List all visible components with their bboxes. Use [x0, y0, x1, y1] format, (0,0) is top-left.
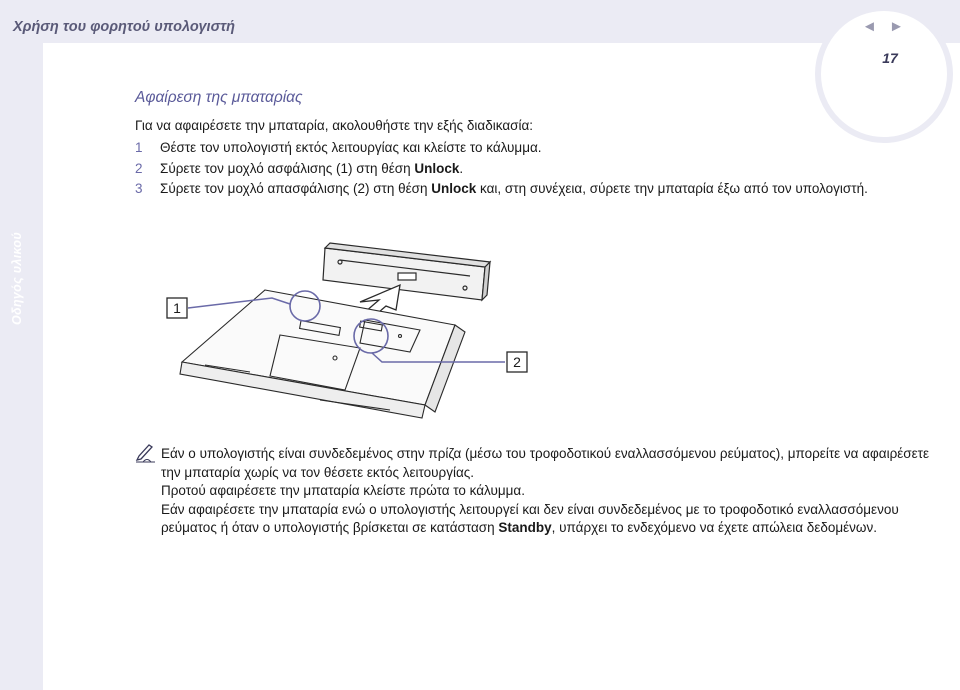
step-3 [135, 179, 925, 200]
note-paragraph [161, 501, 941, 538]
laptop-underside [180, 290, 465, 418]
step-text-part: Σύρετε τον μοχλό απασφάλισης (2) στη θέση [160, 181, 432, 196]
steps-list [135, 138, 925, 200]
step-number: 1 [135, 140, 143, 155]
note-paragraph: Προτού αφαιρέσετε την μπαταρία κλείστε πρώτα το κάλυμμα. [161, 483, 525, 498]
sidebar-band [0, 43, 43, 690]
step-number: 2 [135, 160, 143, 176]
step-text [160, 159, 925, 180]
page-circle [815, 5, 953, 143]
note-paragraph: Εάν ο υπολογιστής είναι συνδεδεμένος στην πρίζα (μέσω του τροφοδοτικού εναλλασσόμενου ρεύματος), μπορείτε να αφαιρέσετε την μπαταρία χωρίς να τον θέσετε εκτός λειτουργίας. [161, 446, 929, 480]
step-text [160, 179, 925, 200]
callout-label-1: 1 [173, 300, 181, 316]
unlock-keyword: Unlock [414, 160, 460, 176]
note-text-part: Εάν αφαιρέσετε την μπαταρία ενώ ο υπολογιστής λειτουργεί και δεν είναι συνδεδεμένος με το τροφοδοτικό εναλλασσόμενου ρεύματος ή όταν ο υπολογιστής βρίσκεται σε κατάσταση [161, 501, 899, 535]
step-text-part: και, στη συνέχεια, σύρετε την μπαταρία έξω από τον υπολογιστή. [476, 181, 868, 196]
note-text-part: , υπάρχει το ενδεχόμενο να έχετε απώλεια δεδομένων. [551, 520, 877, 535]
battery-removal-illustration [160, 240, 540, 425]
battery-pack [323, 243, 490, 300]
page-number: 17 [882, 50, 898, 66]
previous-page-arrow-icon[interactable]: ◄ [862, 18, 877, 35]
step-1 [135, 138, 925, 159]
step-text-part: . [459, 160, 464, 176]
step-text-part: Σύρετε τον μοχλό ασφάλισης (1) στη θέση [160, 160, 415, 176]
unlock-keyword: Unlock [431, 181, 477, 196]
standby-keyword: Standby [498, 520, 552, 535]
pencil-note-icon [135, 443, 157, 463]
chapter-title: Χρήση του φορητού υπολογιστή [13, 19, 235, 35]
sidebar-label: Οδηγός υλικού [10, 231, 24, 325]
step-number: 3 [135, 181, 143, 196]
step-text: Θέστε τον υπολογιστή εκτός λειτουργίας και κλείστε το κάλυμμα. [160, 140, 542, 155]
section-title: Αφαίρεση της μπαταρίας [135, 89, 303, 106]
callout-label-2: 2 [513, 354, 521, 370]
notes-block [161, 445, 941, 538]
step-2 [135, 159, 925, 180]
next-page-arrow-icon[interactable]: ► [889, 18, 904, 35]
intro-text: Για να αφαιρέσετε την μπαταρία, ακολουθήστε την εξής διαδικασία: [135, 118, 534, 133]
